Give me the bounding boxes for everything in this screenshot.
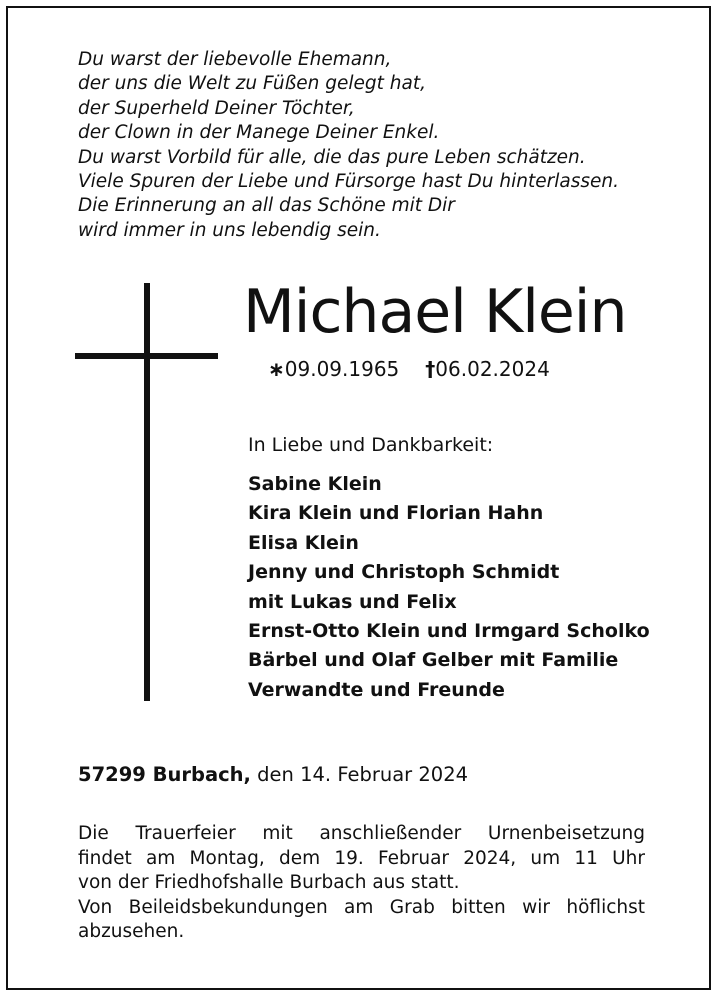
- birth-date-group: [268, 354, 399, 384]
- mourner-entry: Ernst-Otto Klein und Irmgard Scholko: [248, 620, 650, 643]
- poem-line: der Superheld Deiner Töchter,: [78, 97, 355, 119]
- birth-star-icon: ∗: [268, 357, 285, 381]
- mourner-entry: Elisa Klein: [248, 531, 359, 554]
- place-city: 57299 Burbach,: [78, 763, 251, 786]
- poem-line: der Clown in der Manege Deiner Enkel.: [78, 122, 440, 144]
- funeral-notice: [78, 822, 645, 945]
- death-date-group: [425, 354, 550, 384]
- cross-horizontal-bar: [75, 353, 218, 359]
- mourner-entry: Sabine Klein: [248, 473, 382, 495]
- mourner-entry: Kira Klein und Florian Hahn: [248, 502, 544, 525]
- thanks-heading: In Liebe und Dankbarkeit:: [248, 434, 494, 456]
- notice-line: Die Trauerfeier mit anschließender Urnenbeisetzung: [78, 823, 645, 844]
- place-date: den 14. Februar 2024: [257, 763, 469, 786]
- deceased-name: Michael Klein: [243, 277, 627, 347]
- poem-line: Die Erinnerung an all das Schöne mit Dir: [78, 195, 455, 217]
- poem-line: Viele Spuren der Liebe und Fürsorge hast Du hinterlassen.: [78, 171, 619, 193]
- memorial-poem: [78, 48, 678, 243]
- cross-vertical-bar: [144, 283, 150, 701]
- mourners-list: [248, 470, 650, 705]
- life-dates: [268, 354, 550, 384]
- poem-line: Du warst Vorbild für alle, die das pure Leben schätzen.: [78, 146, 586, 168]
- poem-line: Du warst der liebevolle Ehemann,: [78, 49, 392, 70]
- mourner-entry: mit Lukas und Felix: [248, 590, 457, 613]
- notice-line: findet am Montag, dem 19. Februar 2024, um 11 Uhr: [78, 847, 645, 869]
- notice-line: von der Friedhofshalle Burbach aus statt.: [78, 872, 460, 894]
- mourner-entry: Jenny und Christoph Schmidt: [248, 561, 560, 584]
- poem-line: der uns die Welt zu Füßen gelegt hat,: [78, 73, 426, 95]
- death-date: 06.02.2024: [435, 357, 550, 381]
- mourner-entry: Bärbel und Olaf Gelber mit Familie: [248, 649, 619, 672]
- death-dagger-icon: †: [425, 357, 436, 381]
- birth-date: 09.09.1965: [284, 357, 400, 381]
- notice-line: Von Beileidsbekundungen am Grab bitten wir höflichst: [78, 896, 645, 918]
- mourner-entry: Verwandte und Freunde: [248, 678, 505, 701]
- poem-line: wird immer in uns lebendig sein.: [78, 219, 381, 241]
- place-and-date: [78, 760, 468, 790]
- notice-line: abzusehen.: [78, 921, 185, 943]
